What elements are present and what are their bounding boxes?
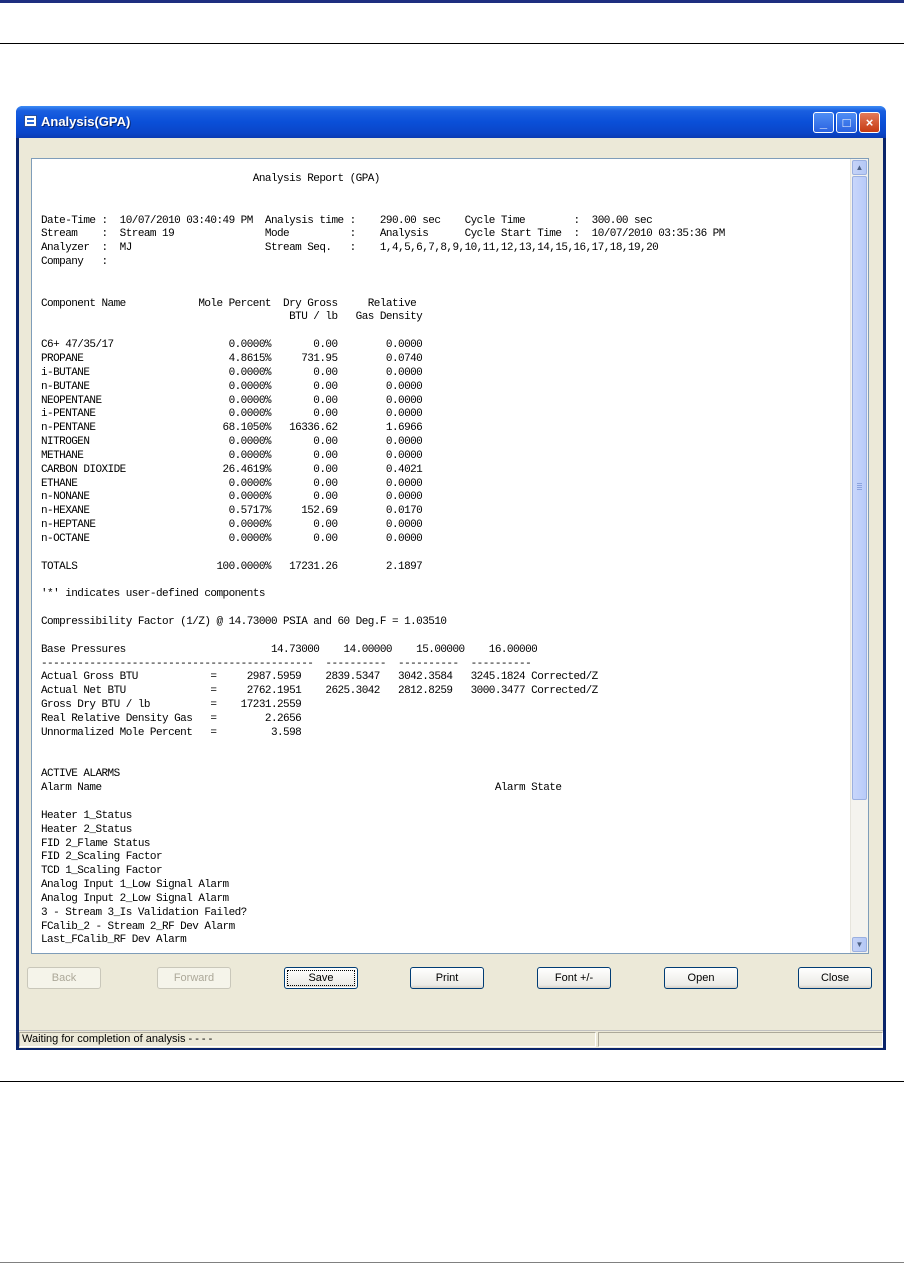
title-bar[interactable]	[16, 106, 886, 138]
header-rule	[0, 43, 904, 44]
report-line: n-OCTANE 0.0000% 0.00 0.0000	[41, 532, 423, 545]
report-line	[41, 201, 725, 215]
report-line: METHANE 0.0000% 0.00 0.0000	[41, 449, 423, 462]
report-line: Alarm Name Alarm State	[41, 782, 562, 795]
minimize-button[interactable]: _	[813, 112, 834, 133]
scrollbar-grip-icon	[857, 483, 862, 491]
report-line	[41, 547, 725, 561]
forward-button[interactable]: Forward	[157, 967, 231, 989]
report-line: Analyzer : MJ Stream Seq. : 1,4,5,6,7,8,9,10,11,12,13,14,15,16,17,18,19,20	[41, 242, 659, 255]
window-client-area	[19, 138, 883, 1047]
report-line: NEOPENTANE 0.0000% 0.00 0.0000	[41, 394, 423, 407]
report-viewer[interactable]	[31, 158, 869, 954]
report-line: i-BUTANE 0.0000% 0.00 0.0000	[41, 366, 423, 379]
report-line: i-PENTANE 0.0000% 0.00 0.0000	[41, 408, 423, 421]
analysis-window	[16, 106, 886, 1050]
close-button[interactable]: Close	[798, 967, 872, 989]
report-line: TOTALS 100.0000% 17231.26 2.1897	[41, 560, 423, 573]
report-line	[41, 187, 725, 201]
report-line: --------------------------------------------- ---------- ---------- ----------	[41, 657, 532, 670]
status-message: Waiting for completion of analysis - - - -	[19, 1032, 596, 1047]
report-line: '*' indicates user-defined components	[41, 588, 265, 601]
font-size-button[interactable]: Font +/-	[537, 967, 611, 989]
report-line: Stream : Stream 19 Mode : Analysis Cycle Start Time : 10/07/2010 03:35:36 PM	[41, 228, 725, 241]
report-line: Gross Dry BTU / lb = 17231.2559	[41, 699, 302, 712]
report-line	[41, 574, 725, 588]
report-line: 3 - Stream 3_Is Validation Failed?	[41, 906, 247, 919]
report-line: FID 2_Flame Status	[41, 837, 150, 850]
report-line: Heater 1_Status	[41, 809, 132, 822]
report-line	[41, 325, 725, 339]
report-line	[41, 284, 725, 298]
report-line	[41, 270, 725, 284]
close-window-button[interactable]: ×	[859, 112, 880, 133]
scroll-up-arrow-icon[interactable]: ▲	[852, 160, 867, 175]
report-line: Analysis Report (GPA)	[41, 173, 380, 185]
report-line: Analog Input 1_Low Signal Alarm	[41, 879, 229, 892]
report-line	[41, 602, 725, 616]
report-line	[41, 754, 725, 768]
report-line	[41, 630, 725, 644]
maximize-button[interactable]: □	[836, 112, 857, 133]
report-line: Last_FCalib_RF Dev Alarm	[41, 934, 187, 947]
report-text	[41, 173, 725, 948]
report-line: ACTIVE ALARMS	[41, 768, 120, 781]
report-line: n-BUTANE 0.0000% 0.00 0.0000	[41, 380, 423, 393]
report-line: n-NONANE 0.0000% 0.00 0.0000	[41, 491, 423, 504]
print-button[interactable]: Print	[410, 967, 484, 989]
report-line: ETHANE 0.0000% 0.00 0.0000	[41, 477, 423, 490]
page-bottom-rule	[0, 1262, 904, 1263]
report-line: Date-Time : 10/07/2010 03:40:49 PM Analysis time : 290.00 sec Cycle Time : 300.00 sec	[41, 214, 653, 227]
report-line: Actual Net BTU = 2762.1951 2625.3042 2812.8259 3000.3477 Corrected/Z	[41, 685, 598, 698]
report-line: Base Pressures 14.73000 14.00000 15.00000 16.00000	[41, 643, 538, 656]
report-line	[41, 741, 725, 755]
report-line	[41, 796, 725, 810]
window-title: Analysis(GPA)	[41, 114, 131, 129]
report-line: Component Name Mole Percent Dry Gross Relative	[41, 297, 417, 310]
vertical-scrollbar[interactable]	[850, 159, 868, 953]
report-line: FID 2_Scaling Factor	[41, 851, 163, 864]
report-line: n-HEPTANE 0.0000% 0.00 0.0000	[41, 519, 423, 532]
status-bar	[19, 1030, 883, 1048]
report-line: n-HEXANE 0.5717% 152.69 0.0170	[41, 505, 423, 518]
report-line: n-PENTANE 68.1050% 16336.62 1.6966	[41, 422, 423, 435]
report-line: Unnormalized Mole Percent = 3.598	[41, 726, 302, 739]
page-top-rule	[0, 0, 904, 3]
scrollbar-thumb[interactable]	[852, 176, 867, 800]
report-line: FCalib_2 - Stream 2_RF Dev Alarm	[41, 920, 235, 933]
save-button[interactable]: Save	[284, 967, 358, 989]
report-line: Compressibility Factor (1/Z) @ 14.73000 PSIA and 60 Deg.F = 1.03510	[41, 616, 447, 628]
report-line: Analog Input 2_Low Signal Alarm	[41, 892, 229, 905]
report-line: NITROGEN 0.0000% 0.00 0.0000	[41, 436, 423, 449]
footer-rule	[0, 1081, 904, 1082]
report-line: Company :	[41, 256, 108, 269]
scroll-down-arrow-icon[interactable]: ▼	[852, 937, 867, 952]
open-button[interactable]: Open	[664, 967, 738, 989]
status-secondary-pane	[598, 1032, 883, 1047]
report-line: Real Relative Density Gas = 2.2656	[41, 712, 302, 725]
back-button[interactable]: Back	[27, 967, 101, 989]
report-line: PROPANE 4.8615% 731.95 0.0740	[41, 352, 423, 365]
report-line: Heater 2_Status	[41, 823, 132, 836]
report-line: C6+ 47/35/17 0.0000% 0.00 0.0000	[41, 339, 423, 352]
report-line: BTU / lb Gas Density	[41, 311, 423, 324]
window-app-icon	[24, 115, 37, 127]
report-line: Actual Gross BTU = 2987.5959 2839.5347 3042.3584 3245.1824 Corrected/Z	[41, 671, 598, 684]
report-line: TCD 1_Scaling Factor	[41, 865, 163, 878]
report-line: CARBON DIOXIDE 26.4619% 0.00 0.4021	[41, 463, 423, 476]
